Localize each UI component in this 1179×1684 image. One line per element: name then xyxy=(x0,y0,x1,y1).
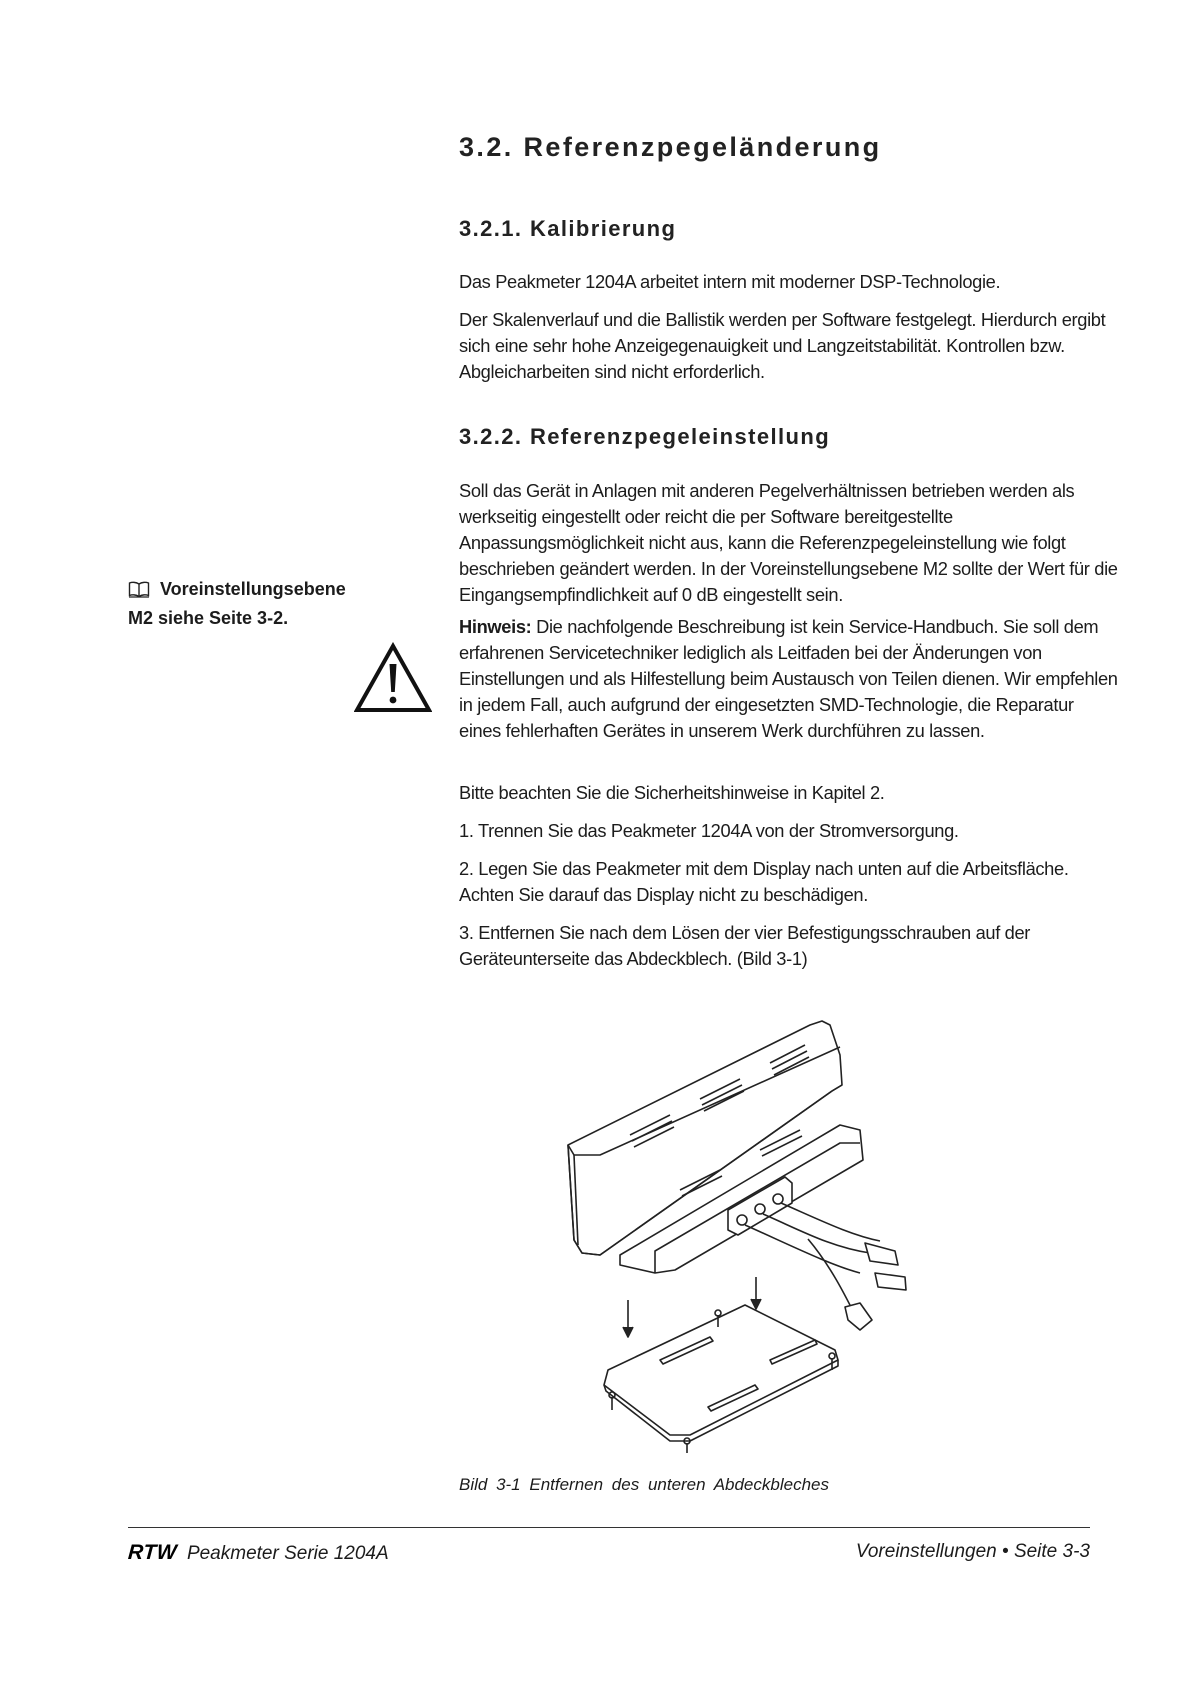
paragraph-note xyxy=(459,614,1119,744)
paragraph-safety: Bitte beachten Sie die Sicherheitshinweise in Kapitel 2. xyxy=(459,782,885,803)
warning-icon xyxy=(354,642,432,719)
footer-page-number: Voreinstellungen • Seite 3-3 xyxy=(855,1541,1090,1562)
section-title: 3.2. Referenzpegeländerung xyxy=(459,132,882,162)
step-item: 3. Entfernen Sie nach dem Lösen der vier Befestigungsschrauben auf der Geräteunterseite das Abdeckblech. (Bild 3-1) xyxy=(459,922,1031,969)
side-note-line1: Voreinstellungsebene xyxy=(160,579,346,599)
step-item: 2. Legen Sie das Peakmeter mit dem Display nach unten auf die Arbeitsfläche. Achten Sie darauf das Display nicht zu beschädigen. xyxy=(459,858,1069,905)
side-note xyxy=(128,576,408,631)
footer-divider xyxy=(128,1527,1090,1528)
footer-left xyxy=(128,1541,389,1565)
paragraph: Das Peakmeter 1204A arbeitet intern mit moderner DSP-Technologie. xyxy=(459,271,1001,292)
paragraph: Der Skalenverlauf und die Ballistik werden per Software festgelegt. Hierdurch ergibt sich eine sehr hohe Anzeigegenauigkeit und Langzeitstabilität. Kontrollen bzw. Abgleicharbeiten sind nicht erforderlich. xyxy=(459,309,1106,382)
note-text: Die nachfolgende Beschreibung ist kein Service-Handbuch. Sie soll dem erfahrenen Servicetechniker lediglich als Leitfaden bei der Änderungen von Einstellungen und als Hilfestellung beim Austausch von Teilen dienen. Wir empfehlen in jedem Fall, auch aufgrund der eingesetzten SMD-Technologie, die Reparatur eines fehlerhaften Gerätes in unserem Werk durchführen zu lassen. xyxy=(459,616,1118,741)
book-icon xyxy=(128,579,150,605)
brand-logo: RTW xyxy=(127,1541,178,1564)
figure-illustration xyxy=(560,1015,980,1460)
note-label: Hinweis: xyxy=(459,616,532,637)
step-item: 1. Trennen Sie das Peakmeter 1204A von der Stromversorgung. xyxy=(459,820,959,841)
paragraph-intro: Soll das Gerät in Anlagen mit anderen Pegelverhältnissen betrieben werden als werkseitig eingestellt oder reicht die per Software bereitgestellte Anpassungsmöglichkeit nicht aus, kann die Referenzpegeleinstellung wie folgt beschrieben geändert werden. In der Voreinstellungsebene M2 sollte der Wert für die Eingangsempfindlichkeit auf 0 dB eingestellt sein. xyxy=(459,480,1118,605)
figure-caption: Bild 3-1 Entfernen des unteren Abdeckbleches xyxy=(459,1475,829,1494)
footer-series: Peakmeter Serie 1204A xyxy=(186,1543,389,1564)
subsection-title-referenzpegel: 3.2.2. Referenzpegeleinstellung xyxy=(459,424,831,449)
subsection-title-kalibrierung: 3.2.1. Kalibrierung xyxy=(459,216,677,241)
side-note-line2: M2 siehe Seite 3-2. xyxy=(128,608,289,628)
